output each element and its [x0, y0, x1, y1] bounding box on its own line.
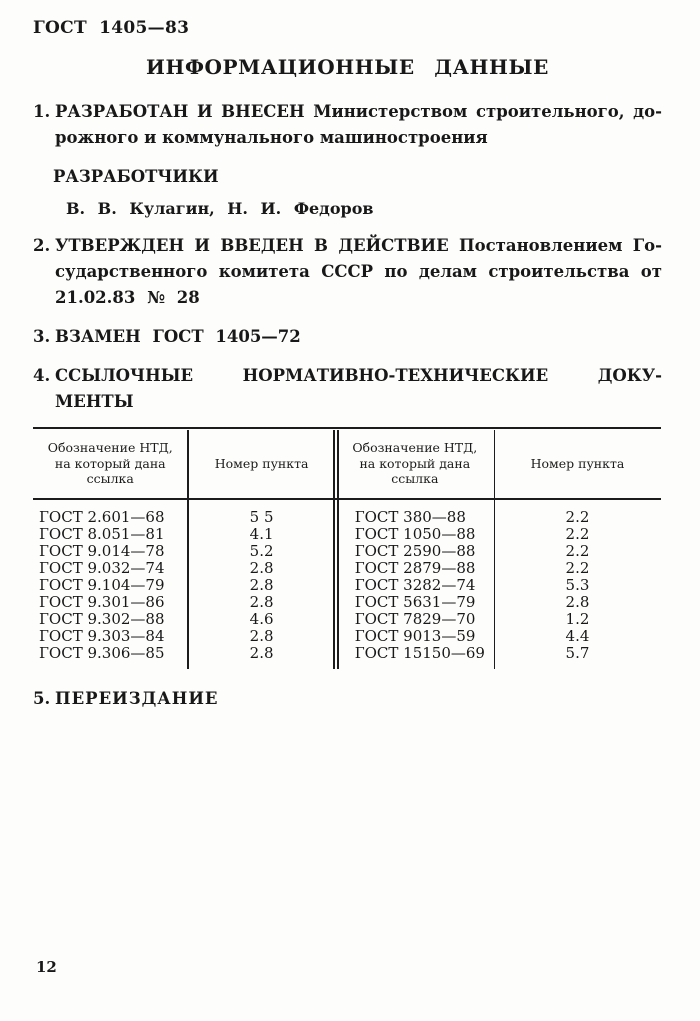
item-text-line: 21.02.83 № 28 — [55, 288, 200, 307]
table-cell: ГОСТ 2.601—68 — [39, 507, 165, 526]
table-cell: 2.8 — [249, 643, 274, 662]
table-header-cell: Обозначение НТД, на который дана ссылка — [352, 440, 478, 486]
table-cell: ГОСТ 2879—88 — [354, 558, 476, 577]
item-body — [55, 233, 662, 311]
item-text-line: рожного и коммунального машиностроения — [55, 128, 488, 147]
table-cell: ГОСТ 9.104—79 — [39, 575, 165, 594]
table-header-row — [33, 429, 661, 498]
table-cell: 1.2 — [565, 609, 590, 628]
item-text-line: ССЫЛОЧНЫЕ НОРМАТИВНО-ТЕХНИЧЕСКИЕ ДОКУ- — [55, 366, 662, 385]
table-body — [33, 500, 661, 669]
table-cell: ГОСТ 15150—69 — [354, 643, 485, 662]
page-number: 12 — [36, 958, 57, 976]
table-cell: 2.2 — [565, 558, 590, 577]
developers-names: В. В. Кулагин, Н. И. Федоров — [66, 199, 374, 218]
table-header-cell: Номер пункта — [530, 455, 625, 471]
item-body — [55, 686, 662, 712]
column-divider-line — [187, 430, 189, 669]
table-cell: 4.4 — [565, 626, 590, 645]
item-number: 3. — [33, 327, 51, 346]
table-cell: 2.2 — [565, 541, 590, 560]
table-cell: 2.8 — [249, 558, 274, 577]
table-cell: ГОСТ 9.306—85 — [39, 643, 165, 662]
doc-code: ГОСТ 1405—83 — [33, 18, 190, 38]
table-cell: ГОСТ 380—88 — [354, 507, 466, 526]
table-cell: 2.8 — [249, 626, 274, 645]
table-cell: 5.3 — [565, 575, 590, 594]
table-cell: 2.8 — [249, 575, 274, 594]
item-text-line: ВЗАМЕН ГОСТ 1405—72 — [55, 327, 301, 346]
table-cell: ГОСТ 2590—88 — [354, 541, 476, 560]
table-cell: 4.1 — [249, 524, 274, 543]
item-number: 4. — [33, 366, 51, 385]
info-item-3 — [33, 324, 662, 350]
double-divider-line — [337, 430, 339, 669]
table-cell: 2.8 — [565, 592, 590, 611]
table-cell: 2.2 — [565, 524, 590, 543]
item-text-line: ПЕРЕИЗДАНИЕ — [55, 688, 219, 708]
page-content — [33, 18, 662, 712]
item-text-line: РАЗРАБОТАН И ВНЕСЕН Министерством строительного, до- — [55, 102, 662, 121]
developers-heading: РАЗРАБОТЧИКИ — [53, 167, 219, 186]
table-cell: ГОСТ 9013—59 — [354, 626, 476, 645]
item-text-line: МЕНТЫ — [55, 392, 134, 411]
table-cell: ГОСТ 8.051—81 — [39, 524, 165, 543]
table-cell: ГОСТ 9.303—84 — [39, 626, 165, 645]
table-cell: ГОСТ 3282—74 — [354, 575, 476, 594]
item-text-line: УТВЕРЖДЕН И ВВЕДЕН В ДЕЙСТВИЕ Постановлением Го- — [55, 236, 662, 255]
table-cell: ГОСТ 5631—79 — [354, 592, 476, 611]
info-item-1 — [33, 99, 662, 151]
table-cell: 4.6 — [249, 609, 274, 628]
info-item-4 — [33, 363, 662, 415]
references-table — [33, 427, 661, 669]
column-divider-line — [494, 430, 496, 669]
table-cell: ГОСТ 9.032—74 — [39, 558, 165, 577]
table-cell: 5.7 — [565, 643, 590, 662]
table-cell: ГОСТ 7829—70 — [354, 609, 476, 628]
table-cell: ГОСТ 9.014—78 — [39, 541, 165, 560]
item-body — [55, 324, 662, 350]
table-header-cell: Номер пункта — [214, 455, 309, 471]
table-cell: 2.2 — [565, 507, 590, 526]
table-cell: ГОСТ 9.301—86 — [39, 592, 165, 611]
info-item-2 — [33, 233, 662, 311]
item-number: 2. — [33, 236, 51, 255]
table-cell: ГОСТ 1050—88 — [354, 524, 476, 543]
table-cell: 5 5 — [249, 507, 274, 526]
item-body — [55, 99, 662, 151]
double-divider-line — [333, 430, 335, 669]
item-number: 1. — [33, 102, 51, 121]
page-title: ИНФОРМАЦИОННЫЕ ДАННЫЕ — [145, 55, 550, 79]
table-cell: 2.8 — [249, 592, 274, 611]
table-header-cell: Обозначение НТД, на который дана ссылка — [47, 440, 173, 486]
table-cell: ГОСТ 9.302—88 — [39, 609, 165, 628]
item-text-line: сударственного комитета СССР по делам строительства от — [55, 262, 662, 281]
table-cell: 5.2 — [249, 541, 274, 560]
item-number: 5. — [33, 688, 51, 708]
info-item-5 — [33, 686, 662, 712]
item-body — [55, 363, 662, 415]
